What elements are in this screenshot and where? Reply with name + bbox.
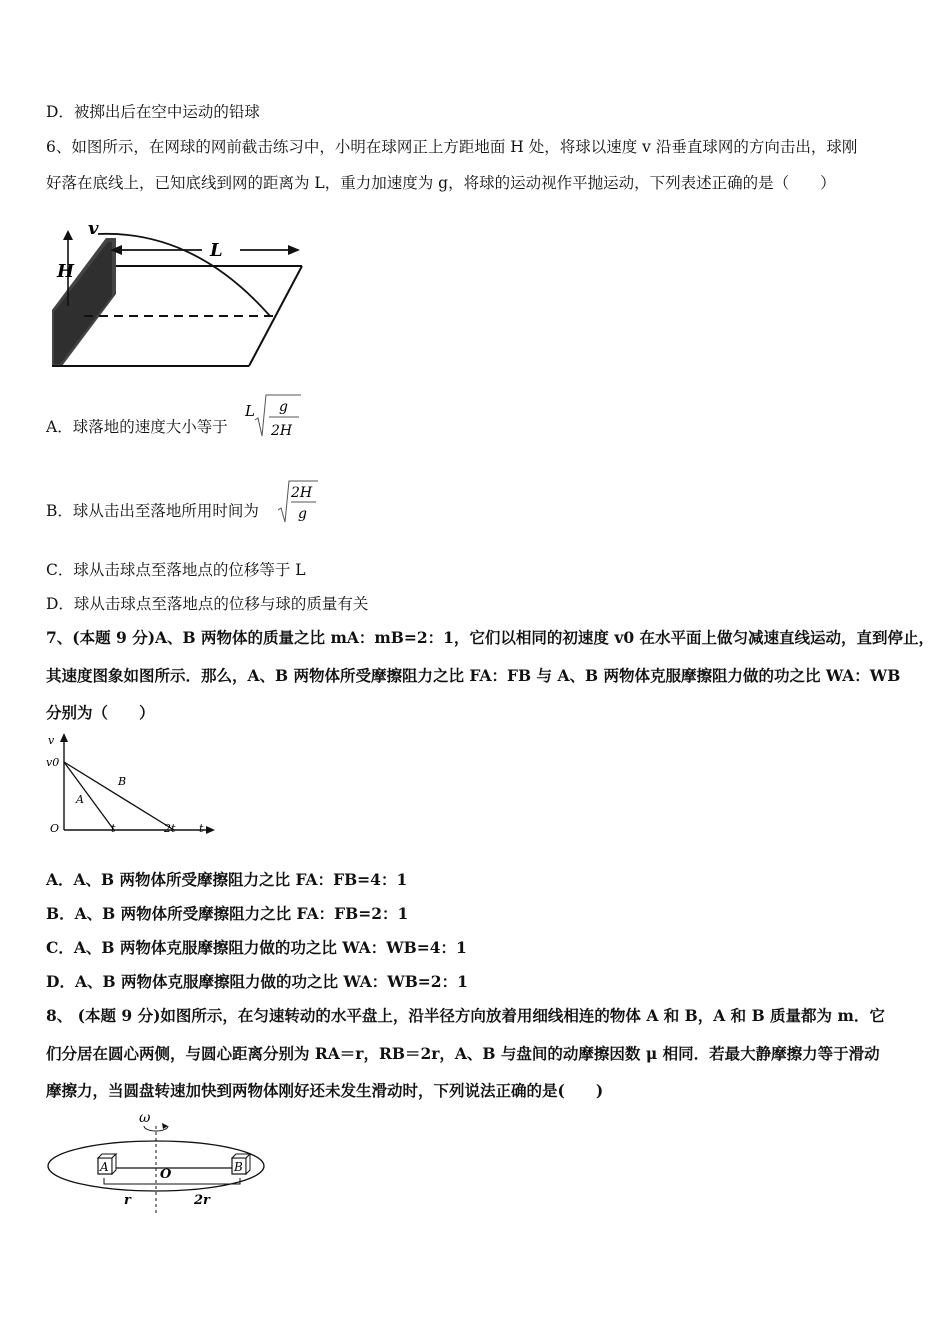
q7-option-b: B．A、B 两物体所受摩擦阻力之比 FA：FB=2：1 (46, 904, 409, 923)
svg-text:A: A (76, 793, 84, 806)
svg-text:2t: 2t (164, 822, 176, 835)
svg-text:2H: 2H (271, 423, 293, 439)
q6-option-b-formula (276, 476, 320, 526)
svg-text:g: g (298, 506, 307, 522)
q6-option-c: C．球从击球点至落地点的位移等于 L (46, 561, 306, 579)
svg-text:B: B (118, 775, 127, 788)
q6-fig-H-label: H (57, 261, 75, 282)
q8-stem-line2: 们分居在圆心两侧，与圆心距离分别为 RA＝r，RB＝2r，A、B 与盘间的动摩擦因数 μ 相同．若最大静摩擦力等于滑动 (46, 1044, 880, 1063)
q7-stem-line3: 分别为（ ） (46, 703, 155, 722)
svg-text:L: L (245, 402, 255, 420)
q6-option-a-formula (243, 392, 303, 442)
q7-option-c: C．A、B 两物体克服摩擦阻力做的功之比 WA：WB=4：1 (46, 938, 467, 957)
svg-text:2H: 2H (291, 485, 313, 501)
svg-text:g: g (279, 399, 288, 415)
q8-rotating-disk-figure (44, 1108, 269, 1218)
q6-tennis-court-figure (44, 222, 309, 370)
q6-fig-v-label: v (88, 222, 99, 239)
q7-option-a: A．A、B 两物体所受摩擦阻力之比 FA：FB=4：1 (46, 870, 408, 889)
svg-text:v: v (48, 734, 55, 747)
svg-text:A: A (100, 1160, 109, 1174)
q6-fig-L-label: L (210, 240, 223, 261)
q7-stem-line1: 7、(本题 9 分)A、B 两物体的质量之比 mA：mB=2：1，它们以相同的初速度 v0 在水平面上做匀减速直线运动，直到停止， (46, 628, 935, 647)
q7-option-d: D．A、B 两物体克服摩擦阻力做的功之比 WA：WB=2：1 (46, 972, 468, 991)
svg-text:r: r (124, 1193, 131, 1208)
svg-text:t: t (111, 822, 116, 835)
q8-stem-line1: 8、 (本题 9 分)如图所示，在匀速转动的水平盘上，沿半径方向放着用细线相连的物体 A 和 B，A 和 B 质量都为 m．它 (46, 1006, 885, 1025)
q7-stem-line2: 其速度图象如图所示．那么，A、B 两物体所受摩擦阻力之比 FA：FB 与 A、B 两物体克服摩擦阻力做的功之比 WA：WB (46, 666, 901, 685)
q6-option-b: B．球从击出至落地所用时间为 (46, 502, 259, 520)
svg-text:2r: 2r (194, 1193, 210, 1208)
svg-text:ω: ω (139, 1110, 151, 1126)
q6-option-a: A．球落地的速度大小等于 (46, 418, 228, 436)
q6-stem-line1: 6、如图所示，在网球的网前截击练习中，小明在球网正上方距地面 H 处，将球以速度 v 沿垂直球网的方向击出，球刚 (46, 138, 858, 156)
q5-option-d: D．被掷出后在空中运动的铅球 (46, 103, 260, 121)
svg-text:O: O (50, 822, 60, 835)
svg-text:t: t (199, 822, 204, 835)
svg-text:O: O (160, 1167, 172, 1182)
svg-text:B: B (234, 1160, 243, 1174)
q8-stem-line3: 摩擦力，当圆盘转速加快到两物体刚好还未发生滑动时，下列说法正确的是( ) (46, 1081, 604, 1100)
q7-vt-graph (44, 730, 219, 838)
line-A (64, 762, 114, 830)
q6-stem-line2: 好落在底线上，已知底线到网的距离为 L，重力加速度为 g，将球的运动视作平抛运动，下列表述正确的是（ ） (46, 174, 836, 192)
svg-text:v0: v0 (46, 756, 60, 769)
q6-option-d: D．球从击球点至落地点的位移与球的质量有关 (46, 595, 369, 613)
